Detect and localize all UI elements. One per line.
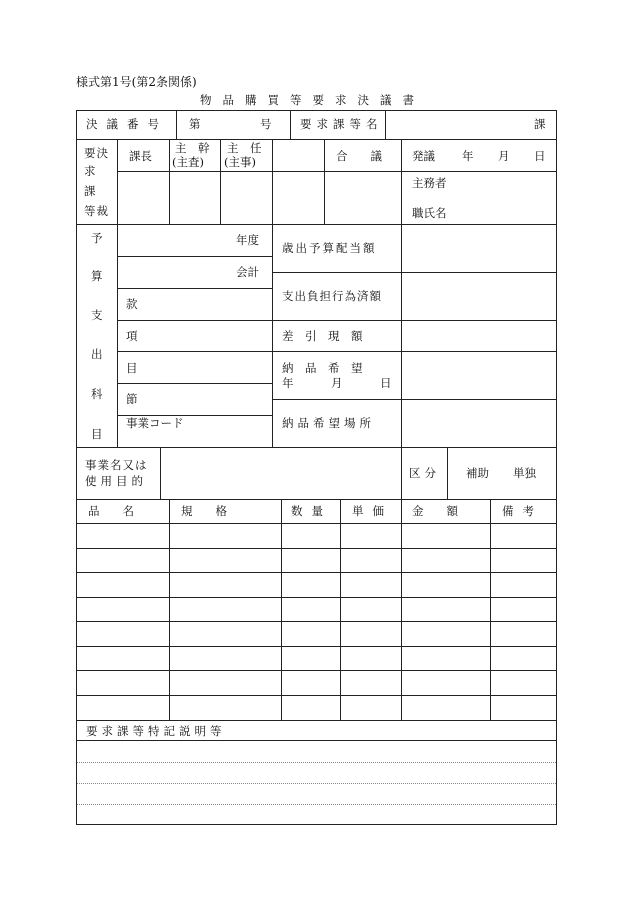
remarks-field[interactable] <box>77 741 556 824</box>
approval-label-4: 等裁 <box>84 204 109 218</box>
nendo-label: 年度 <box>236 233 259 247</box>
budget-vlabel-1: 予 <box>91 231 103 245</box>
budget-vlabel-4: 出 <box>91 347 103 361</box>
delivery-place-label: 納品希望場所 <box>282 416 375 430</box>
section-chief-label: 課長 <box>129 149 152 163</box>
name-label: 職氏名 <box>412 206 447 220</box>
budget-vlabel-3: 支 <box>91 308 103 322</box>
shukan-label: 主 幹 <box>175 141 210 155</box>
kubun-label: 区分 <box>409 466 440 480</box>
header-amount: 金 額 <box>412 504 458 518</box>
balance-label: 差 引 現 額 <box>282 329 363 343</box>
header-unit-price: 単価 <box>352 504 393 518</box>
budget-vlabel-5: 科 <box>91 387 103 401</box>
setsu-label: 節 <box>126 392 138 406</box>
tandoku-option[interactable]: 単独 <box>513 466 536 480</box>
requesting-section-label: 要求課等名 <box>300 117 383 131</box>
kan-label: 款 <box>126 297 138 311</box>
purpose-label-2: 使用目的 <box>85 474 147 488</box>
approval-label-2: 求 <box>84 164 96 178</box>
delivery-day-label: 日 <box>380 376 392 390</box>
header-remarks: 備考 <box>502 504 543 518</box>
ka-label: 課 <box>534 117 546 131</box>
header-quantity: 数量 <box>291 504 332 518</box>
shusa-label: (主査) <box>172 155 204 169</box>
delivery-month-label: 月 <box>331 376 343 390</box>
hatsugi-month-label: 月 <box>498 149 510 163</box>
page-title: 物品購買等要求決議書 <box>200 93 425 107</box>
hatsugi-day-label: 日 <box>534 149 546 163</box>
purpose-field[interactable] <box>161 448 400 498</box>
dai-label: 第 <box>189 117 201 131</box>
appropriation-label: 歳出予算配当額 <box>282 241 377 255</box>
hatsugi-label: 発議 <box>412 149 435 163</box>
hatsugi-year-label: 年 <box>462 149 474 163</box>
committed-label: 支出負担行為済額 <box>282 289 382 303</box>
consultation-label: 合 議 <box>336 149 382 163</box>
remarks-label: 要求課等特記説明等 <box>86 724 226 738</box>
jigyo-code-label: 事業コード <box>126 416 184 430</box>
approval-label-3: 課 <box>84 184 96 198</box>
budget-vlabel-2: 算 <box>91 269 103 283</box>
shuji-label: (主事) <box>224 155 256 169</box>
header-spec: 規 格 <box>181 504 227 518</box>
delivery-wish-label: 納 品 希 望 <box>282 361 363 375</box>
kaikei-label: 会計 <box>236 265 259 279</box>
requesting-section-field[interactable] <box>386 111 556 138</box>
delivery-year-label: 年 <box>282 376 294 390</box>
moku-label: 目 <box>126 361 138 375</box>
decision-number-label: 決議番号 <box>86 117 168 131</box>
header-item-name: 品 名 <box>88 504 134 518</box>
hojo-option[interactable]: 補助 <box>466 466 489 480</box>
approval-label-1: 要決 <box>84 146 109 160</box>
purpose-label-1: 事業名又は <box>85 458 148 472</box>
kou-label: 項 <box>126 329 138 343</box>
go-label: 号 <box>260 117 272 131</box>
budget-vlabel-6: 目 <box>91 427 103 441</box>
form-id: 様式第1号(第2条関係) <box>76 75 197 89</box>
shunin-label: 主 任 <box>227 141 262 155</box>
officer-label: 主務者 <box>412 176 447 190</box>
